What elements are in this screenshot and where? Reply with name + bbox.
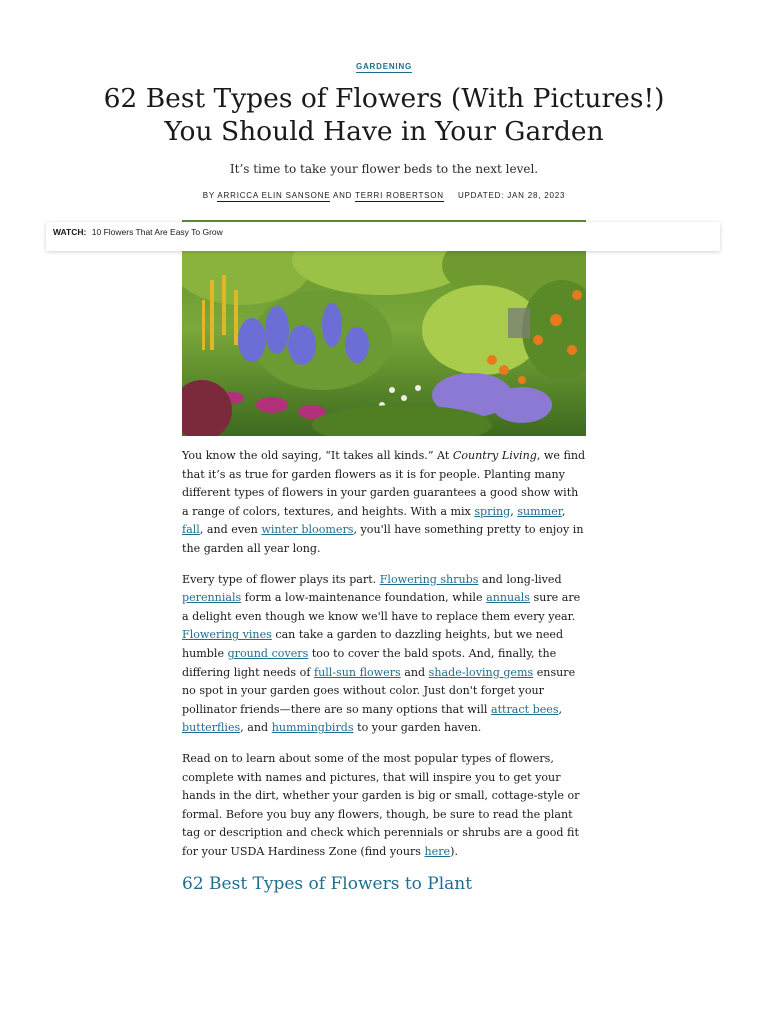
link-summer[interactable]: summer	[517, 504, 562, 518]
updated-date: UPDATED: JAN 28, 2023	[457, 191, 566, 200]
link-butterflies[interactable]: butterflies	[182, 721, 241, 735]
paragraph-types: Every type of flower plays its part. Flowering shrubs and long-lived perennials form a low-maintenance foundation, while annuals sure are a delight even though we know we'll have to replace them every year. Flowering vines can take a garden to dazzling heights, but we need humble ground covers too to cover the bald spots. And, finally, the differing light needs of full-sun flowers and shade-loving gems ensure no spot in your garden goes without color. Just don't forget your pollinator friends—there are so many options that will attract bees, butterflies, and hummingbirds to your garden haven.	[182, 572, 581, 735]
link-flowering-shrubs[interactable]: Flowering shrubs	[379, 572, 479, 586]
article-body	[182, 447, 586, 895]
byline	[0, 191, 768, 200]
category-link[interactable]: GARDENING	[355, 62, 413, 71]
link-attract-bees[interactable]: attract bees	[490, 702, 559, 716]
link-here[interactable]: here	[424, 844, 451, 858]
watch-video-title[interactable]: 10 Flowers That Are Easy To Grow	[91, 227, 223, 237]
paragraph-intro: You know the old saying, “It takes all kinds.” At Country Living, we find that it’s as true for garden flowers as it is for people. Planting many different types of flowers in your garden guarantees a good show with a range of colors, textures, and heights. With a mix spring, summer, fall, and even winter bloomers, you'll have something pretty to enjoy in the garden all year long.	[182, 449, 586, 555]
watch-label: WATCH:	[53, 227, 87, 237]
category-tag	[0, 62, 768, 71]
article-dek: It’s time to take your flower beds to the next level.	[229, 162, 539, 176]
flower-garden-photo	[182, 220, 586, 436]
author-link-terri[interactable]: TERRI ROBERTSON	[355, 191, 444, 200]
byline-by: BY	[202, 191, 215, 200]
section-heading: 62 Best Types of Flowers to Plant	[182, 874, 473, 895]
link-full-sun-flowers[interactable]: full-sun flowers	[313, 665, 401, 679]
author-link-arricca[interactable]: ARRICCA ELIN SANSONE	[217, 191, 331, 200]
link-shade-loving-gems[interactable]: shade-loving gems	[428, 665, 534, 679]
link-perennials[interactable]: perennials	[182, 591, 242, 605]
link-annuals[interactable]: annuals	[486, 591, 530, 605]
page-title: 62 Best Types of Flowers (With Pictures!) You Should Have in Your Garden	[103, 83, 665, 147]
link-hummingbirds[interactable]: hummingbirds	[271, 721, 354, 735]
publication-name: Country Living	[452, 449, 537, 462]
link-fall[interactable]: fall	[182, 523, 200, 537]
byline-and: AND	[332, 191, 353, 200]
hero-image	[182, 220, 586, 436]
link-flowering-vines[interactable]: Flowering vines	[182, 628, 272, 642]
video-watch-bar[interactable]	[46, 222, 720, 251]
link-spring[interactable]: spring	[474, 504, 511, 518]
link-ground-covers[interactable]: ground covers	[227, 646, 309, 660]
paragraph-read-on: Read on to learn about some of the most popular types of flowers, complete with names and pictures, that will inspire you to get your hands in the dirt, whether your garden is big or small, cottage-style or formal. Before you buy any flowers, though, be sure to read the plant tag or description and check which perennials or shrubs are a good fit for your USDA Hardiness Zone (find yours here).	[182, 751, 580, 858]
link-winter-bloomers[interactable]: winter bloomers	[261, 523, 354, 537]
